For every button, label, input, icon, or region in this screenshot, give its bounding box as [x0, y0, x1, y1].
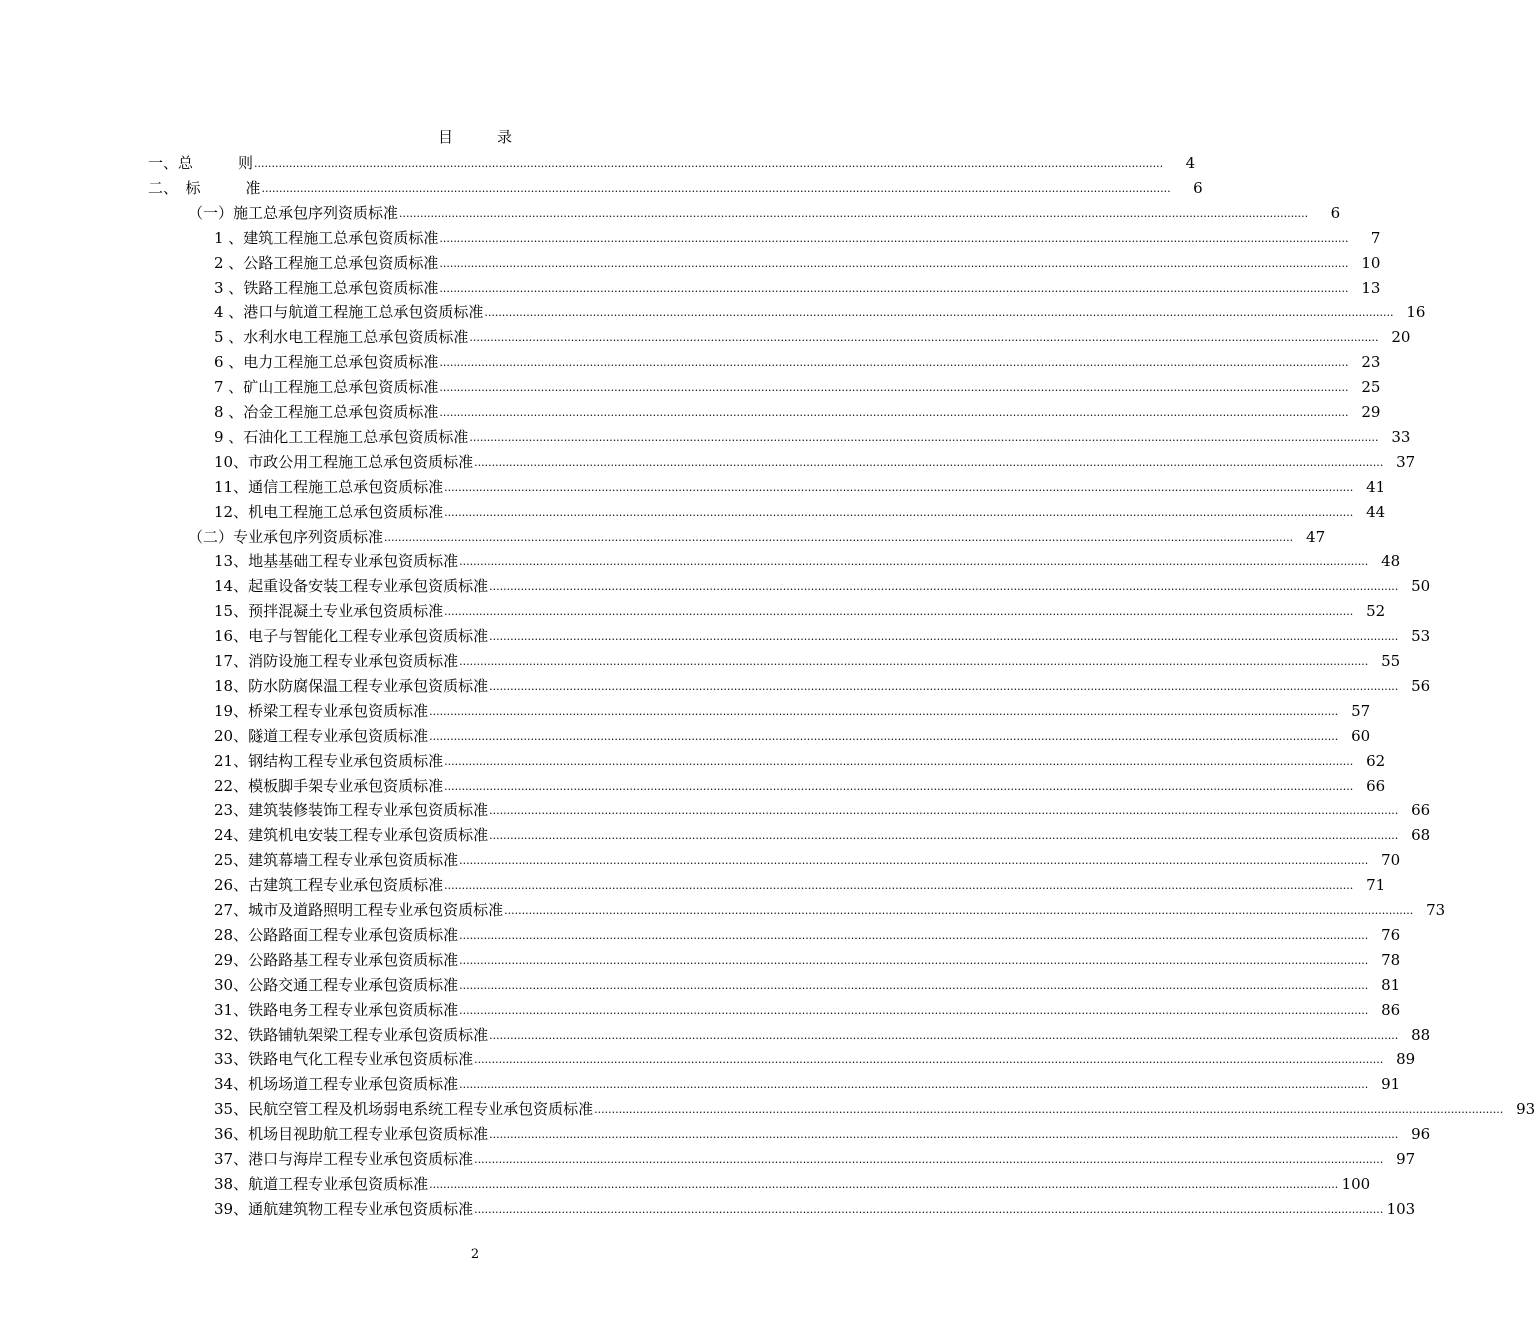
toc-entry-label: 25、建筑幕墙工程专业承包资质标准	[214, 851, 459, 869]
toc-entry[interactable]	[214, 747, 1386, 771]
toc-dot-leader: ....................................................................................................................................................................................................................................................................	[459, 929, 1369, 942]
toc-entry-page: 86	[1381, 1001, 1401, 1019]
toc-entry-label: 3 、铁路工程施工总承包资质标准	[214, 279, 439, 297]
toc-dot-leader: ....................................................................................................................................................................................................................................................................	[489, 630, 1399, 643]
toc-dot-leader: ....................................................................................................................................................................................................................................................................	[384, 531, 1294, 544]
toc-entry[interactable]	[214, 1070, 1401, 1094]
toc-entry[interactable]	[214, 274, 1381, 298]
toc-dot-leader: ....................................................................................................................................................................................................................................................................	[489, 1128, 1399, 1141]
toc-entry[interactable]	[214, 1145, 1416, 1169]
toc-entry-page: 52	[1366, 602, 1386, 620]
toc-dot-leader: ....................................................................................................................................................................................................................................................................	[459, 979, 1369, 992]
toc-dot-leader: ....................................................................................................................................................................................................................................................................	[459, 655, 1369, 668]
toc-entry-page: 6	[1330, 204, 1341, 222]
toc-entry-page: 60	[1351, 727, 1371, 745]
toc-entry[interactable]	[214, 572, 1431, 596]
toc-entry[interactable]	[214, 348, 1381, 372]
toc-entry-label: 9 、石油化工工程施工总承包资质标准	[214, 428, 469, 446]
toc-entry-page: 96	[1411, 1125, 1431, 1143]
toc-dot-leader: ....................................................................................................................................................................................................................................................................	[459, 555, 1369, 568]
toc-entry-page: 93	[1516, 1100, 1535, 1118]
toc-entry-label: 16、电子与智能化工程专业承包资质标准	[214, 627, 489, 645]
toc-entry-label: 4 、港口与航道工程施工总承包资质标准	[214, 303, 484, 321]
toc-entry-label: 29、公路路基工程专业承包资质标准	[214, 951, 459, 969]
toc-entry-label: 35、民航空管工程及机场弱电系统工程专业承包资质标准	[214, 1100, 594, 1118]
toc-entry[interactable]	[214, 946, 1401, 970]
toc-dot-leader: ....................................................................................................................................................................................................................................................................	[444, 780, 1354, 793]
toc-entry-label: 32、铁路铺轨架梁工程专业承包资质标准	[214, 1026, 489, 1044]
toc-entry-page: 13	[1361, 279, 1381, 297]
toc-dot-leader: ....................................................................................................................................................................................................................................................................	[439, 257, 1349, 270]
toc-dot-leader: ....................................................................................................................................................................................................................................................................	[439, 381, 1349, 394]
toc-entry-label: 21、钢结构工程专业承包资质标准	[214, 752, 444, 770]
toc-entry-page: 55	[1381, 652, 1401, 670]
toc-entry-label: 37、港口与海岸工程专业承包资质标准	[214, 1150, 474, 1168]
toc-entry-page: 73	[1426, 901, 1446, 919]
toc-entry-page: 100	[1341, 1175, 1371, 1193]
toc-dot-leader: ....................................................................................................................................................................................................................................................................	[429, 705, 1339, 718]
toc-entry[interactable]	[214, 846, 1401, 870]
toc-entry-page: 70	[1381, 851, 1401, 869]
toc-dot-leader: ....................................................................................................................................................................................................................................................................	[429, 1178, 1339, 1191]
toc-dot-leader: ....................................................................................................................................................................................................................................................................	[254, 157, 1164, 170]
toc-dot-leader: ....................................................................................................................................................................................................................................................................	[474, 1203, 1384, 1216]
toc-entry-label: 17、消防设施工程专业承包资质标准	[214, 652, 459, 670]
toc-dot-leader: ....................................................................................................................................................................................................................................................................	[484, 306, 1394, 319]
toc-entry-label: 24、建筑机电安装工程专业承包资质标准	[214, 826, 489, 844]
toc-entry-label: （二）专业承包序列资质标准	[188, 528, 384, 546]
toc-entry[interactable]	[214, 921, 1401, 945]
toc-dot-leader: ....................................................................................................................................................................................................................................................................	[489, 804, 1399, 817]
toc-dot-leader: ....................................................................................................................................................................................................................................................................	[444, 879, 1354, 892]
toc-dot-leader: ....................................................................................................................................................................................................................................................................	[469, 431, 1379, 444]
toc-entry-label: 8 、冶金工程施工总承包资质标准	[214, 403, 439, 421]
toc-entry[interactable]	[214, 971, 1401, 995]
toc-entry[interactable]	[214, 398, 1381, 422]
toc-entry-label: 36、机场目视助航工程专业承包资质标准	[214, 1125, 489, 1143]
toc-entry-page: 68	[1411, 826, 1431, 844]
toc-entry[interactable]	[188, 199, 1341, 223]
toc-entry-label: 14、起重设备安装工程专业承包资质标准	[214, 577, 489, 595]
toc-dot-leader: ....................................................................................................................................................................................................................................................................	[429, 730, 1339, 743]
toc-dot-leader: ....................................................................................................................................................................................................................................................................	[439, 356, 1349, 369]
toc-entry-page: 66	[1366, 777, 1386, 795]
toc-title	[0, 126, 950, 147]
toc-entry[interactable]	[214, 298, 1426, 322]
toc-dot-leader: ....................................................................................................................................................................................................................................................................	[504, 904, 1414, 917]
toc-entry-page: 53	[1411, 627, 1431, 645]
toc-entry-page: 71	[1366, 876, 1386, 894]
toc-entry-label: 38、航道工程专业承包资质标准	[214, 1175, 429, 1193]
toc-dot-leader: ....................................................................................................................................................................................................................................................................	[474, 1153, 1384, 1166]
toc-entry-label: 二、 标 准	[148, 179, 261, 197]
toc-title-char-1: 目	[437, 128, 453, 146]
toc-dot-leader: ....................................................................................................................................................................................................................................................................	[459, 1004, 1369, 1017]
toc-dot-leader: ....................................................................................................................................................................................................................................................................	[459, 854, 1369, 867]
toc-entry-page: 91	[1381, 1075, 1401, 1093]
toc-entry[interactable]	[214, 1120, 1431, 1144]
toc-dot-leader: ....................................................................................................................................................................................................................................................................	[474, 456, 1384, 469]
toc-entry[interactable]	[214, 224, 1381, 248]
toc-title-char-2: 录	[497, 128, 513, 146]
toc-entry-label: 34、机场场道工程专业承包资质标准	[214, 1075, 459, 1093]
toc-dot-leader: ....................................................................................................................................................................................................................................................................	[459, 1078, 1369, 1091]
toc-entry-page: 25	[1361, 378, 1381, 396]
toc-entry-page: 57	[1351, 702, 1371, 720]
toc-entry-label: 23、建筑装修装饰工程专业承包资质标准	[214, 801, 489, 819]
toc-entry-page: 37	[1396, 453, 1416, 471]
toc-dot-leader: ....................................................................................................................................................................................................................................................................	[439, 232, 1349, 245]
toc-entry-page: 20	[1391, 328, 1411, 346]
toc-entry-page: 50	[1411, 577, 1431, 595]
toc-entry[interactable]	[214, 1021, 1431, 1045]
toc-entry-label: 28、公路路面工程专业承包资质标准	[214, 926, 459, 944]
toc-entry[interactable]	[188, 523, 1326, 547]
toc-entry[interactable]	[214, 622, 1431, 646]
toc-entry-page: 89	[1396, 1050, 1416, 1068]
toc-dot-leader: ....................................................................................................................................................................................................................................................................	[489, 1029, 1399, 1042]
toc-entry-page: 88	[1411, 1026, 1431, 1044]
toc-entry-page: 6	[1193, 179, 1203, 197]
toc-entry-page: 56	[1411, 677, 1431, 695]
toc-entry-page: 16	[1406, 303, 1426, 321]
toc-entry[interactable]	[214, 473, 1386, 497]
toc-dot-leader: ....................................................................................................................................................................................................................................................................	[489, 680, 1399, 693]
toc-dot-leader: ....................................................................................................................................................................................................................................................................	[399, 207, 1309, 220]
toc-entry-label: 11、通信工程施工总承包资质标准	[214, 478, 444, 496]
toc-entry-page: 97	[1396, 1150, 1416, 1168]
toc-entry[interactable]	[214, 373, 1381, 397]
toc-entry[interactable]	[214, 249, 1381, 273]
toc-entry[interactable]	[214, 1170, 1371, 1194]
toc-entry-label: 20、隧道工程专业承包资质标准	[214, 727, 429, 745]
toc-entry[interactable]	[214, 896, 1446, 920]
toc-entry[interactable]	[214, 498, 1386, 522]
toc-dot-leader: ....................................................................................................................................................................................................................................................................	[444, 481, 1354, 494]
toc-entry-page: 76	[1381, 926, 1401, 944]
toc-entry-page: 29	[1361, 403, 1381, 421]
toc-entry-label: 5 、水利水电工程施工总承包资质标准	[214, 328, 469, 346]
toc-entry-page: 78	[1381, 951, 1401, 969]
toc-entry-label: 19、桥梁工程专业承包资质标准	[214, 702, 429, 720]
toc-dot-leader: ....................................................................................................................................................................................................................................................................	[489, 829, 1399, 842]
page-number: 2	[470, 1247, 480, 1262]
toc-entry[interactable]	[148, 149, 1196, 173]
toc-dot-leader: ....................................................................................................................................................................................................................................................................	[489, 580, 1399, 593]
toc-dot-leader: ....................................................................................................................................................................................................................................................................	[439, 406, 1349, 419]
toc-entry[interactable]	[214, 423, 1411, 447]
toc-entry-label: 一、总 则	[148, 154, 254, 172]
toc-entry[interactable]	[214, 996, 1401, 1020]
toc-entry-label: 10、市政公用工程施工总承包资质标准	[214, 453, 474, 471]
toc-entry[interactable]	[214, 796, 1431, 820]
toc-dot-leader: ....................................................................................................................................................................................................................................................................	[594, 1103, 1504, 1116]
toc-entry[interactable]	[214, 597, 1386, 621]
toc-entry-page: 48	[1381, 552, 1401, 570]
toc-entry-label: 30、公路交通工程专业承包资质标准	[214, 976, 459, 994]
toc-entry-label: 6 、电力工程施工总承包资质标准	[214, 353, 439, 371]
toc-entry[interactable]	[214, 871, 1386, 895]
toc-dot-leader: ....................................................................................................................................................................................................................................................................	[474, 1053, 1384, 1066]
toc-entry-page: 47	[1306, 528, 1326, 546]
toc-entry-label: 26、古建筑工程专业承包资质标准	[214, 876, 444, 894]
toc-dot-leader: ....................................................................................................................................................................................................................................................................	[444, 506, 1354, 519]
toc-dot-leader: ....................................................................................................................................................................................................................................................................	[444, 755, 1354, 768]
toc-entry-label: 22、模板脚手架专业承包资质标准	[214, 777, 444, 795]
toc-entry[interactable]	[214, 448, 1416, 472]
toc-entry-page: 4	[1185, 154, 1196, 172]
toc-dot-leader: ....................................................................................................................................................................................................................................................................	[459, 954, 1369, 967]
toc-entry-page: 44	[1366, 503, 1386, 521]
toc-entry[interactable]	[214, 1045, 1416, 1069]
toc-entry[interactable]	[214, 323, 1411, 347]
toc-entry-label: 31、铁路电务工程专业承包资质标准	[214, 1001, 459, 1019]
toc-entry[interactable]	[148, 174, 1203, 198]
toc-entry[interactable]	[214, 647, 1401, 671]
toc-entry[interactable]	[214, 1095, 1535, 1119]
toc-entry-label: 1 、建筑工程施工总承包资质标准	[214, 229, 439, 247]
toc-dot-leader: ....................................................................................................................................................................................................................................................................	[469, 331, 1379, 344]
toc-entry-label: 12、机电工程施工总承包资质标准	[214, 503, 444, 521]
toc-entry-label: 39、通航建筑物工程专业承包资质标准	[214, 1200, 474, 1218]
toc-entry-label: 27、城市及道路照明工程专业承包资质标准	[214, 901, 504, 919]
toc-entry[interactable]	[214, 697, 1371, 721]
toc-dot-leader: ....................................................................................................................................................................................................................................................................	[444, 605, 1354, 618]
toc-entry-label: 2 、公路工程施工总承包资质标准	[214, 254, 439, 272]
toc-entry[interactable]	[214, 547, 1401, 571]
toc-entry[interactable]	[214, 772, 1386, 796]
toc-entry[interactable]	[214, 672, 1431, 696]
toc-entry-page: 10	[1361, 254, 1381, 272]
toc-dot-leader: ....................................................................................................................................................................................................................................................................	[261, 182, 1171, 195]
toc-entry-page: 7	[1370, 229, 1381, 247]
toc-entry-page: 103	[1386, 1200, 1416, 1218]
toc-entry[interactable]	[214, 821, 1431, 845]
toc-dot-leader: ....................................................................................................................................................................................................................................................................	[439, 282, 1349, 295]
toc-entry-label: 15、预拌混凝土专业承包资质标准	[214, 602, 444, 620]
toc-entry[interactable]	[214, 1195, 1416, 1219]
toc-entry-label: 33、铁路电气化工程专业承包资质标准	[214, 1050, 474, 1068]
toc-entry-label: （一）施工总承包序列资质标准	[188, 204, 399, 222]
toc-entry-page: 62	[1366, 752, 1386, 770]
toc-entry-page: 81	[1381, 976, 1401, 994]
toc-entry[interactable]	[214, 722, 1371, 746]
toc-entry-page: 41	[1366, 478, 1386, 496]
toc-entry-page: 66	[1411, 801, 1431, 819]
toc-entry-page: 33	[1391, 428, 1411, 446]
toc-entry-label: 7 、矿山工程施工总承包资质标准	[214, 378, 439, 396]
toc-entry-label: 13、地基基础工程专业承包资质标准	[214, 552, 459, 570]
toc-entry-page: 23	[1361, 353, 1381, 371]
toc-entry-label: 18、防水防腐保温工程专业承包资质标准	[214, 677, 489, 695]
